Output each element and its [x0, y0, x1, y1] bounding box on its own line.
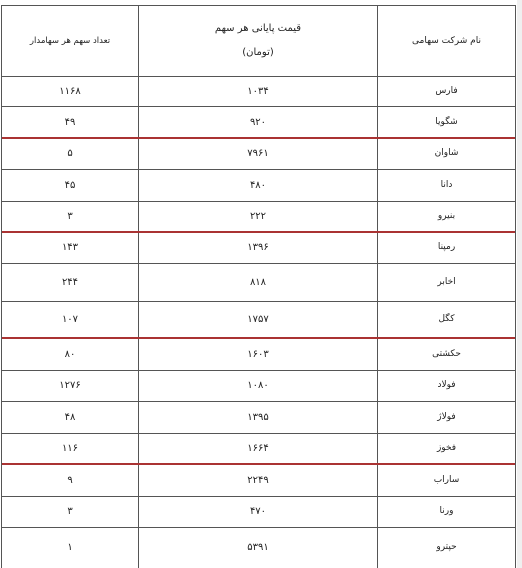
table-cell-company: حکشتی — [432, 348, 461, 359]
table-cell-count: ۴۸ — [64, 411, 76, 423]
table-cell-price: ۵۳۹۱ — [247, 542, 269, 553]
header-price — [139, 6, 377, 76]
table-cell-price: ۱۶۰۳ — [247, 348, 269, 360]
table-cell-company: فولاد — [437, 380, 456, 390]
table-cell-price: ۱۶۶۴ — [247, 443, 269, 454]
table-cell-price: ۹۲۰ — [249, 116, 267, 128]
header-price-unit: (تومان) — [242, 47, 274, 58]
table-cell-count: ۱ — [67, 542, 73, 553]
header-price-label: قیمت پایانی هر سهم — [214, 23, 302, 34]
table-cell-price: ۱۰۸۰ — [247, 380, 269, 391]
table-cell-company: اخابر — [437, 276, 456, 287]
table-cell-count: ۹ — [67, 474, 73, 486]
table-cell-count: ۲۴۴ — [61, 276, 79, 288]
table-cell-count: ۳ — [67, 506, 73, 517]
table-cell-price: ۷۹۶۱ — [247, 148, 269, 159]
header-company-label: نام شرکت سهامی — [412, 36, 481, 46]
table-cell-price: ۴۸۰ — [249, 179, 267, 191]
table-cell-count: ۱۲۷۶ — [59, 380, 81, 391]
table-cell-company: دانا — [440, 179, 453, 190]
page-edge — [517, 0, 522, 568]
table-cell-count: ۱۰۷ — [61, 314, 79, 325]
table-cell-company: فخوز — [436, 443, 457, 453]
header-count — [2, 6, 138, 76]
table-cell-count: ۱۱۶ — [61, 443, 79, 454]
table-cell-company: ساراب — [433, 474, 460, 485]
table-cell-company: ورنا — [439, 506, 454, 516]
table-cell-company: شاوان — [434, 148, 459, 158]
table-cell-price: ۱۰۳۴ — [247, 85, 269, 97]
table-cell-price: ۲۲۲ — [249, 211, 267, 222]
table-cell-count: ۸۰ — [64, 348, 76, 360]
table-cell-count: ۴۵ — [64, 179, 76, 191]
table-cell-price: ۲۲۴۹ — [247, 474, 269, 486]
table-cell-price: ۱۷۵۷ — [247, 314, 269, 325]
table-cell-company: حپترو — [436, 542, 457, 552]
table-cell-company: رمپنا — [437, 242, 456, 252]
table-cell-company: شگویا — [435, 116, 458, 127]
table-cell-count: ۳ — [67, 211, 73, 222]
table-cell-company: فارس — [435, 85, 458, 96]
table-cell-count: ۴۹ — [64, 116, 76, 128]
shares-table — [1, 5, 516, 568]
table-cell-count: ۱۱۶۸ — [59, 85, 81, 97]
table-cell-company: بنیرو — [437, 211, 456, 221]
table-cell-price: ۱۳۹۵ — [247, 411, 269, 423]
table-cell-price: ۱۳۹۶ — [247, 242, 269, 253]
header-count-label: تعداد سهم هر سهامدار — [29, 36, 111, 46]
table-cell-company: فولاژ — [437, 411, 456, 422]
table-cell-price: ۸۱۸ — [249, 276, 267, 288]
table-cell-count: ۵ — [67, 148, 73, 159]
table-cell-count: ۱۴۳ — [61, 242, 79, 253]
header-company — [378, 6, 515, 76]
table-cell-price: ۴۷۰ — [249, 506, 267, 517]
table-cell-company: کگل — [438, 314, 455, 324]
